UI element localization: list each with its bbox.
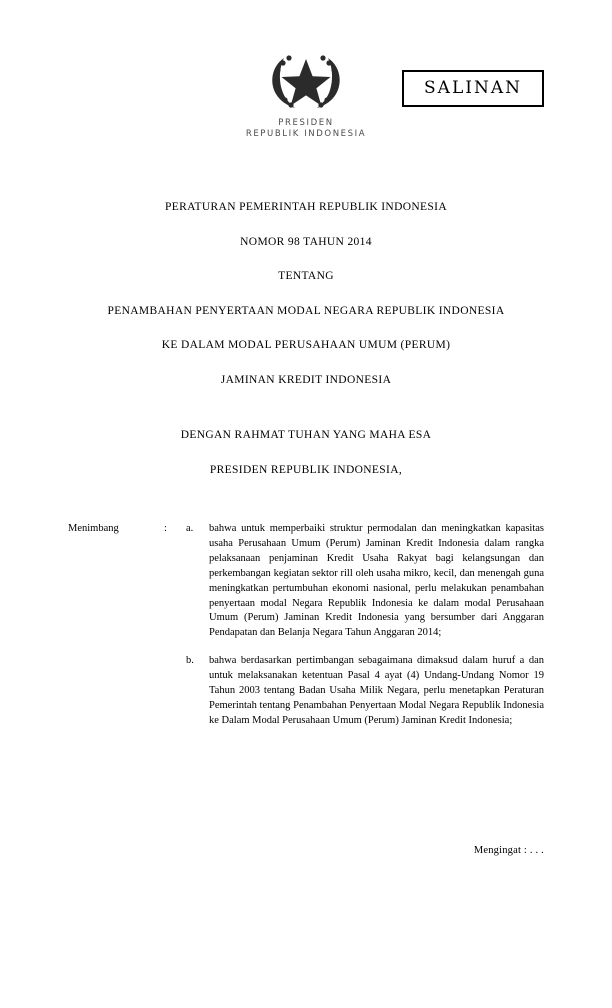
title-line-about: TENTANG [278,270,334,282]
emblem-caption-line-2: REPUBLIK INDONESIA [245,129,367,140]
document-title-block [0,202,612,386]
subtitle-line-blessing: DENGAN RAHMAT TUHAN YANG MAHA ESA [180,429,432,441]
emblem-caption [246,118,366,141]
considerans-item-marker: b. [186,655,194,667]
subtitle-line-president: PRESIDEN REPUBLIK INDONESIA, [209,463,403,476]
emblem-caption-line-1: PRESIDEN [278,118,334,128]
title-line-subject-1: PENAMBAHAN PENYERTAAN MODAL NEGARA REPUBLIK INDONESIA [107,304,505,317]
title-line-regulation: PERATURAN PEMERINTAH REPUBLIK INDONESIA [164,201,448,213]
document-subtitle-block [0,430,612,476]
considerans-row [68,522,544,729]
salinan-stamp: SALINAN [402,70,544,107]
considerans-colon: : [164,523,167,534]
considerans-section [0,522,612,729]
garuda-star-emblem-icon [264,50,348,112]
continuation-note: Mengingat : . . . [473,845,544,856]
considerans-item-marker: a. [186,523,194,534]
considerans-label: Menimbang [68,523,119,534]
considerans-items [186,522,544,729]
considerans-item-text: bahwa berdasarkan pertimbangan sebagaimana dimaksud dalam huruf a dan untuk melaksanakan ketentuan Pasal 4 ayat (4) Undang-Undang Nomor 19 Tahun 2003 tentang Badan Usaha Milik Negara, perlu menetapkan Peraturan Pemerintah tentang Penambahan Penyertaan Modal Negara Republik Indonesia ke Dalam Modal Perusahaan Umum (Perum) Jaminan Kredit Indonesia; [209,655,544,726]
title-line-subject-2: KE DALAM MODAL PERUSAHAAN UMUM (PERUM) [161,339,451,351]
title-line-number: NOMOR 98 TAHUN 2014 [240,235,372,248]
title-line-subject-3: JAMINAN KREDIT INDONESIA [220,373,392,386]
considerans-item [186,522,544,641]
considerans-item [186,654,544,729]
document-header [0,0,612,140]
considerans-item-text: bahwa untuk memperbaiki struktur permodalan dan meningkatkan kapasitas usaha Perusahaan Umum (Perum) Jaminan Kredit Indonesia dalam rangka pelaksanaan penjaminan Kredit Usaha Rakyat bagi kelangsungan dan perkembangan kegiatan sektor rill oleh usaha mikro, kecil, dan menengah guna meningkatkan pertumbuhan ekonomi nasional, perlu melakukan penambahan penyertaan modal Negara Republik Indonesia ke dalam modal Perusahaan Umum (Perum) Jaminan Kredit Indonesia yang bersumber dari Anggaran Pendapatan dan Belanja Negara Tahun Anggaran 2014; [209,523,544,639]
